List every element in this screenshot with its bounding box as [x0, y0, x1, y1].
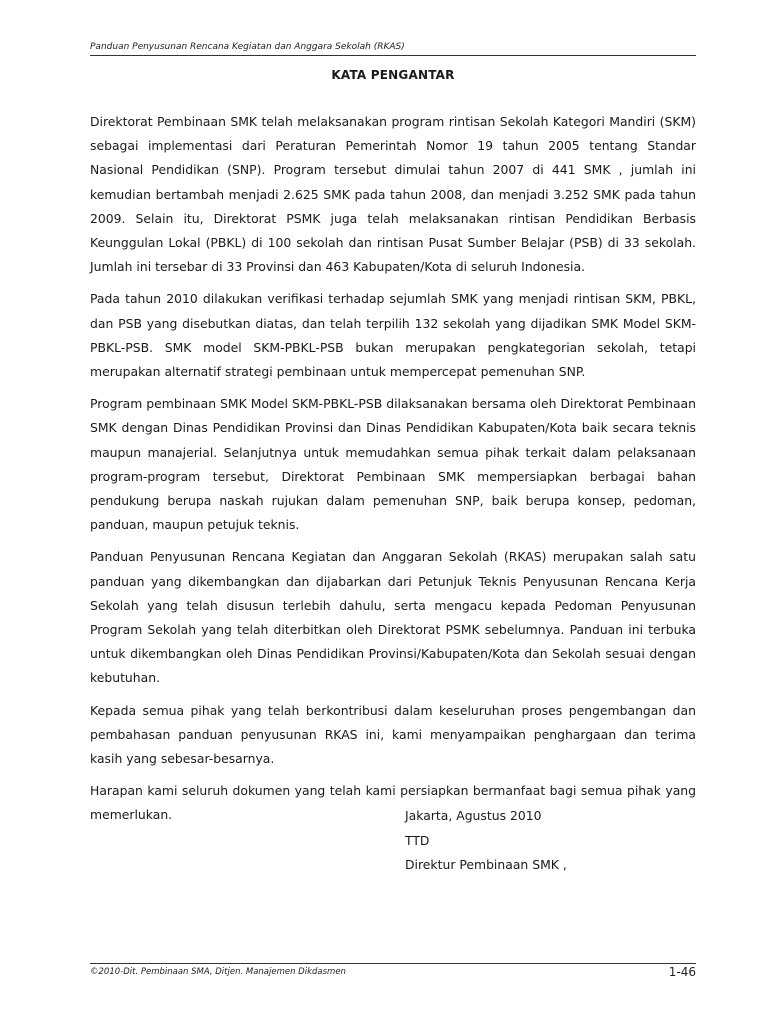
paragraph-2: Pada tahun 2010 dilakukan verifikasi terhadap sejumlah SMK yang menjadi rintisan SKM, PBKL, dan PSB yang disebutkan diatas, dan telah terpilih 132 sekolah yang dijadikan SMK Model SKM-PBKL-PSB. SMK model SKM-PBKL-PSB bukan merupakan pengkategorian sekolah, tetapi merupakan alternatif strategi pembinaan untuk mempercepat pemenuhan SNP. [90, 291, 696, 380]
paragraph-4: Panduan Penyusunan Rencana Kegiatan dan Anggaran Sekolah (RKAS) merupakan salah satu panduan yang dikembangkan dan dijabarkan dari Petunjuk Teknis Penyusunan Rencana Kerja Sekolah yang telah disusun terlebih dahulu, serta mengacu kepada Pedoman Penyusunan Program Sekolah yang telah diterbitkan oleh Direktorat PSMK sebelumnya. Panduan ini terbuka untuk dikembangkan oleh Dinas Pendidikan Provinsi/Kabupaten/Kota dan Sekolah sesuai dengan kebutuhan. [90, 549, 696, 686]
signature-block [405, 804, 567, 878]
signature-signer: Direktur Pembinaan SMK , [405, 857, 567, 872]
paragraph-1: Direktorat Pembinaan SMK telah melaksanakan program rintisan Sekolah Kategori Mandiri (SKM) sebagai implementasi dari Peraturan Pemerintah Nomor 19 tahun 2005 tentang Standar Nasional Pendidikan (SNP). Program tersebut dimulai tahun 2007 di 441 SMK , jumlah ini kemudian bertambah menjadi 2.625 SMK pada tahun 2008, dan menjadi 3.252 SMK pada tahun 2009. Selain itu, Direktorat PSMK juga telah melaksanakan rintisan Pendidikan Berbasis Keunggulan Lokal (PBKL) di 100 sekolah dan rintisan Pusat Sumber Belajar (PSB) di 33 sekolah. Jumlah ini tersebar di 33 Provinsi dan 463 Kabupaten/Kota di seluruh Indonesia. [90, 114, 696, 275]
paragraph-5: Kepada semua pihak yang telah berkontribusi dalam keseluruhan proses pengembangan dan pembahasan panduan penyusunan RKAS ini, kami menyampaikan penghargaan dan terima kasih yang sebesar-besarnya. [90, 702, 696, 767]
footer-copyright: ©2010-Dit. Pembinaan SMA, Ditjen. Manajemen Dikdasmen [90, 967, 346, 977]
paragraph-6: Harapan kami seluruh dokumen yang telah kami persiapkan bermanfaat bagi semua pihak yang memerlukan. [90, 783, 696, 823]
signature-place-date: Jakarta, Agustus 2010 [405, 808, 542, 823]
signature-ttd: TTD [405, 832, 430, 848]
footer-divider [90, 963, 696, 964]
running-header: Panduan Penyusunan Rencana Kegiatan dan Anggara Sekolah (RKAS) [90, 42, 696, 56]
document-body [90, 110, 696, 836]
page-title: KATA PENGANTAR [331, 68, 455, 82]
paragraph-3: Program pembinaan SMK Model SKM-PBKL-PSB dilaksanakan bersama oleh Direktorat Pembinaan SMK dengan Dinas Pendidikan Provinsi dan Dinas Pendidikan Kabupaten/Kota baik secara teknis maupun manajerial. Selanjutnya untuk memudahkan semua pihak terkait dalam pelaksanaan program-program tersebut, Direktorat Pembinaan SMK mempersiapkan berbagai bahan pendukung berupa naskah rujukan dalam pemenuhan SNP, baik berupa konsep, pedoman, panduan, maupun petujuk teknis. [90, 396, 696, 533]
page-number: 1-46 [668, 965, 696, 979]
